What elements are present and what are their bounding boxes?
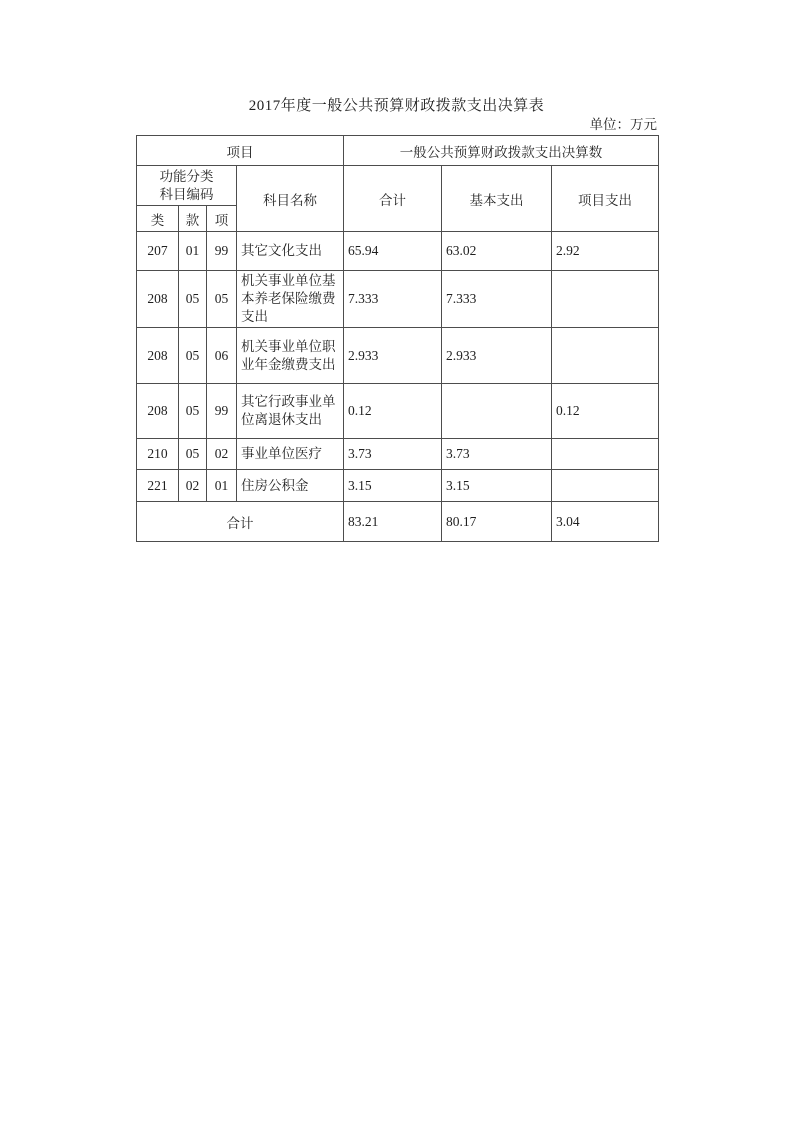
header-cell-section: 款 [179, 206, 207, 232]
cell-section-code: 05 [179, 439, 207, 470]
cell-basic: 2.933 [442, 328, 552, 384]
cell-basic [442, 384, 552, 439]
header-cell-basic-expense: 基本支出 [442, 166, 552, 232]
cell-total: 3.15 [344, 470, 442, 502]
table-row [137, 384, 659, 439]
cell-subject: 机关事业单位基本养老保险缴费支出 [237, 271, 344, 328]
table-row [137, 232, 659, 271]
total-row [137, 502, 659, 542]
cell-project [552, 439, 659, 470]
cell-subject: 事业单位医疗 [237, 439, 344, 470]
cell-class-code: 208 [137, 271, 179, 328]
cell-item-code: 01 [207, 470, 237, 502]
header-group-row [137, 136, 659, 166]
cell-project: 0.12 [552, 384, 659, 439]
total-row-project: 3.04 [552, 502, 659, 542]
cell-basic: 3.15 [442, 470, 552, 502]
cell-basic: 63.02 [442, 232, 552, 271]
cell-project [552, 470, 659, 502]
budget-table [136, 135, 659, 542]
cell-section-code: 01 [179, 232, 207, 271]
cell-basic: 7.333 [442, 271, 552, 328]
page-title: 2017年度一般公共预算财政拨款支出决算表 [248, 98, 545, 114]
cell-total: 3.73 [344, 439, 442, 470]
header-cell-project-group: 项目 [137, 136, 344, 166]
func-code-line2: 科目编码 [159, 186, 214, 202]
cell-project: 2.92 [552, 232, 659, 271]
unit-label: 单位：万元 [589, 117, 657, 132]
header-cell-amounts-group: 一般公共预算财政拨款支出决算数 [344, 136, 659, 166]
header-cell-project-expense: 项目支出 [552, 166, 659, 232]
total-row-label: 合计 [137, 502, 344, 542]
header-cell-class: 类 [137, 206, 179, 232]
table-row [137, 271, 659, 328]
header-cell-item: 项 [207, 206, 237, 232]
header-cell-total: 合计 [344, 166, 442, 232]
header-subgroup-row [137, 166, 659, 206]
cell-class-code: 208 [137, 328, 179, 384]
cell-item-code: 99 [207, 232, 237, 271]
cell-section-code: 05 [179, 328, 207, 384]
cell-project [552, 328, 659, 384]
cell-subject: 机关事业单位职业年金缴费支出 [237, 328, 344, 384]
cell-class-code: 221 [137, 470, 179, 502]
cell-item-code: 02 [207, 439, 237, 470]
cell-subject: 住房公积金 [237, 470, 344, 502]
func-code-line1: 功能分类 [159, 168, 214, 184]
cell-item-code: 06 [207, 328, 237, 384]
cell-section-code: 05 [179, 271, 207, 328]
cell-total: 2.933 [344, 328, 442, 384]
cell-total: 65.94 [344, 232, 442, 271]
cell-basic: 3.73 [442, 439, 552, 470]
total-row-total: 83.21 [344, 502, 442, 542]
cell-class-code: 208 [137, 384, 179, 439]
cell-item-code: 05 [207, 271, 237, 328]
total-row-basic: 80.17 [442, 502, 552, 542]
header-cell-func-code [137, 166, 237, 206]
cell-total: 7.333 [344, 271, 442, 328]
cell-section-code: 02 [179, 470, 207, 502]
cell-section-code: 05 [179, 384, 207, 439]
table-row [137, 328, 659, 384]
cell-subject: 其它行政事业单位离退休支出 [237, 384, 344, 439]
table-row [137, 470, 659, 502]
table-row [137, 439, 659, 470]
cell-subject: 其它文化支出 [237, 232, 344, 271]
cell-total: 0.12 [344, 384, 442, 439]
cell-project [552, 271, 659, 328]
cell-class-code: 210 [137, 439, 179, 470]
cell-class-code: 207 [137, 232, 179, 271]
cell-item-code: 99 [207, 384, 237, 439]
header-cell-subject-name: 科目名称 [237, 166, 344, 232]
